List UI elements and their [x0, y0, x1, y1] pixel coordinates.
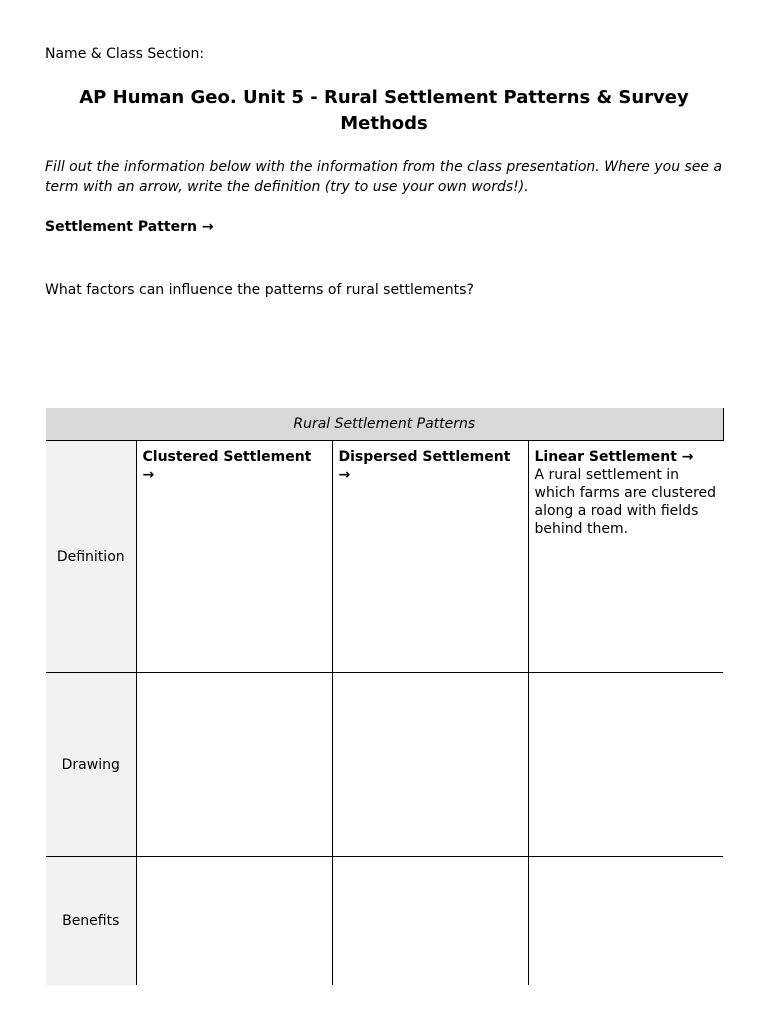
table-header-row: [46, 408, 723, 441]
table-caption: Rural Settlement Patterns: [46, 408, 723, 441]
linear-settlement-definition: A rural settlement in which farms are clustered along a road with fields behind them.: [534, 467, 717, 537]
cell-clustered-benefits[interactable]: [136, 857, 332, 986]
cell-linear-drawing[interactable]: [528, 673, 723, 857]
factors-question: What factors can influence the patterns of rural settlements?: [45, 282, 474, 298]
table-row-drawing: [46, 673, 723, 857]
table-row-benefits: [46, 857, 723, 986]
dispersed-settlement-title: Dispersed Settlement →: [338, 449, 511, 483]
row-label-drawing: Drawing: [46, 673, 136, 857]
cell-linear-benefits[interactable]: [528, 857, 723, 986]
clustered-settlement-title: Clustered Settlement →: [142, 449, 312, 483]
cell-dispersed-benefits[interactable]: [332, 857, 528, 986]
page-title: AP Human Geo. Unit 5 - Rural Settlement Patterns & Survey Methods: [79, 87, 689, 134]
name-class-label: Name & Class Section:: [45, 46, 205, 62]
cell-clustered-definition[interactable]: [136, 441, 332, 673]
instructions-text: Fill out the information below with the information from the class presentation. Where you see a term with an arrow, write the definition (try to use your own words!).: [45, 159, 723, 195]
row-label-benefits: Benefits: [46, 857, 136, 986]
cell-linear-definition[interactable]: [528, 441, 723, 673]
cell-dispersed-definition[interactable]: [332, 441, 528, 673]
row-label-definition: Definition: [46, 441, 136, 673]
settlement-pattern-term: Settlement Pattern →: [45, 219, 214, 235]
linear-settlement-title: Linear Settlement →: [534, 449, 694, 465]
table-row-definition: [46, 441, 723, 673]
rural-settlement-table: [46, 408, 724, 985]
cell-clustered-drawing[interactable]: [136, 673, 332, 857]
cell-dispersed-drawing[interactable]: [332, 673, 528, 857]
